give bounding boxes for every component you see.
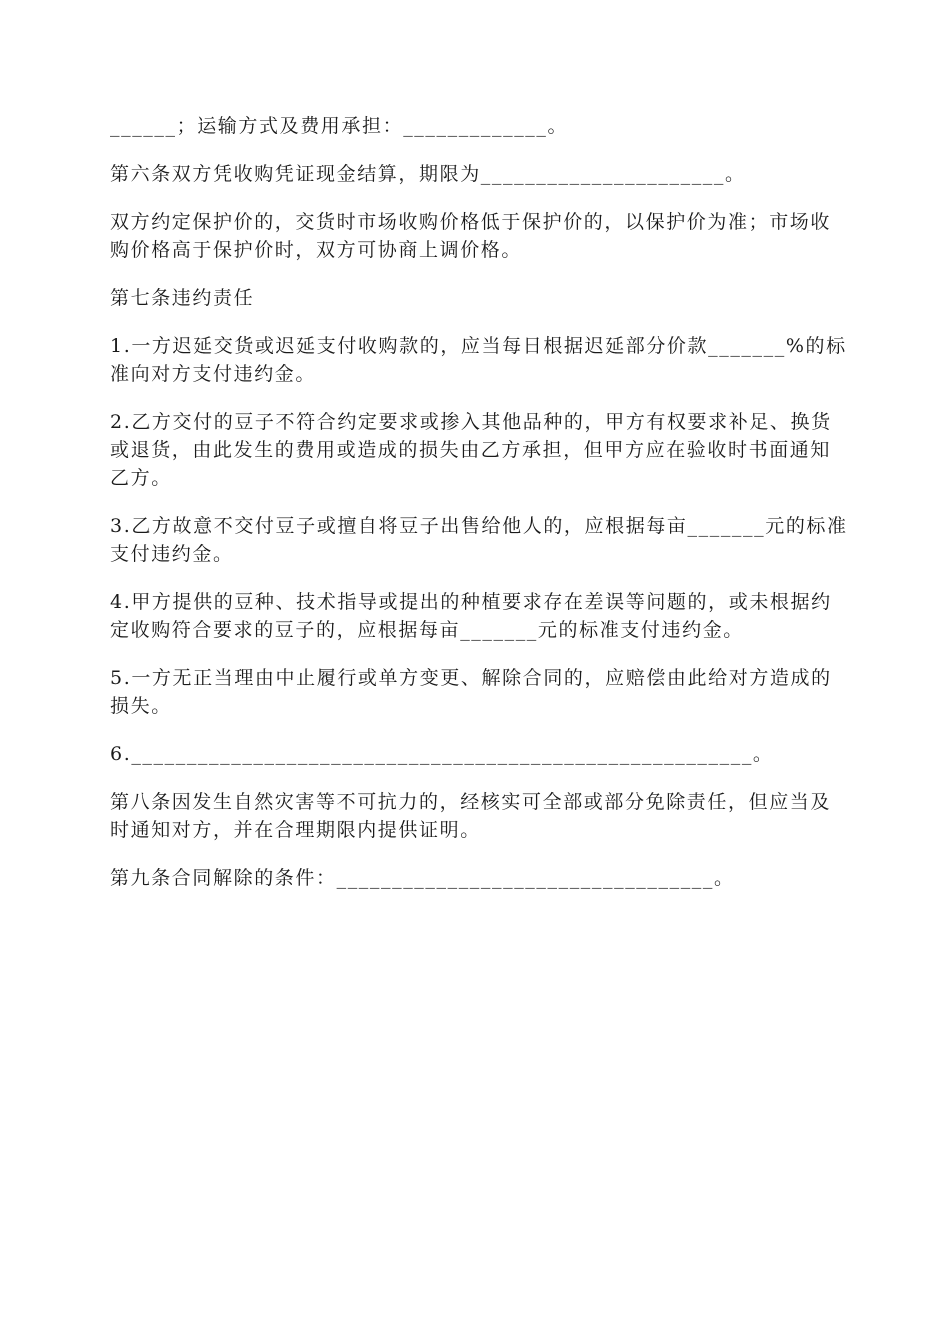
document-page [110, 112, 850, 912]
paragraph-protection-price: 双方约定保护价的，交货时市场收购价格低于保护价的，以保护价为准；市场收购价格高于保护价时，双方可协商上调价格。 [110, 211, 832, 261]
heading-article-7: 第七条违约责任 [110, 287, 255, 309]
paragraph-clause-7-4: 4.甲方提供的豆种、技术指导或提出的种植要求存在差误等问题的，或未根据约定收购符合要求的豆子的，应根据每亩_______元的标准支付违约金。 [110, 591, 832, 641]
paragraph-clause-7-3: 3.乙方故意不交付豆子或擅自将豆子出售给他人的，应根据每亩_______元的标准支付违约金。 [110, 515, 848, 565]
paragraph-article-9: 第九条合同解除的条件：__________________________________。 [110, 867, 735, 889]
paragraph-article-6: 第六条双方凭收购凭证现金结算，期限为______________________。 [110, 163, 746, 185]
paragraph-clause-7-1: 1.一方迟延交货或迟延支付收购款的，应当每日根据迟延部分价款_______%的标准向对方支付违约金。 [110, 335, 847, 385]
paragraph-clause-7-2: 2.乙方交付的豆子不符合约定要求或掺入其他品种的，甲方有权要求补足、换货或退货，由此发生的费用或造成的损失由乙方承担，但甲方应在验收时书面通知乙方。 [110, 411, 832, 489]
paragraph-transport-terms: ______；运输方式及费用承担：_____________。 [110, 115, 569, 137]
paragraph-clause-7-5: 5.一方无正当理由中止履行或单方变更、解除合同的，应赔偿由此给对方造成的损失。 [110, 667, 832, 717]
paragraph-clause-7-6: 6.________________________________________________________。 [110, 743, 774, 765]
paragraph-article-8: 第八条因发生自然灾害等不可抗力的，经核实可全部或部分免除责任，但应当及时通知对方，并在合理期限内提供证明。 [110, 791, 832, 841]
